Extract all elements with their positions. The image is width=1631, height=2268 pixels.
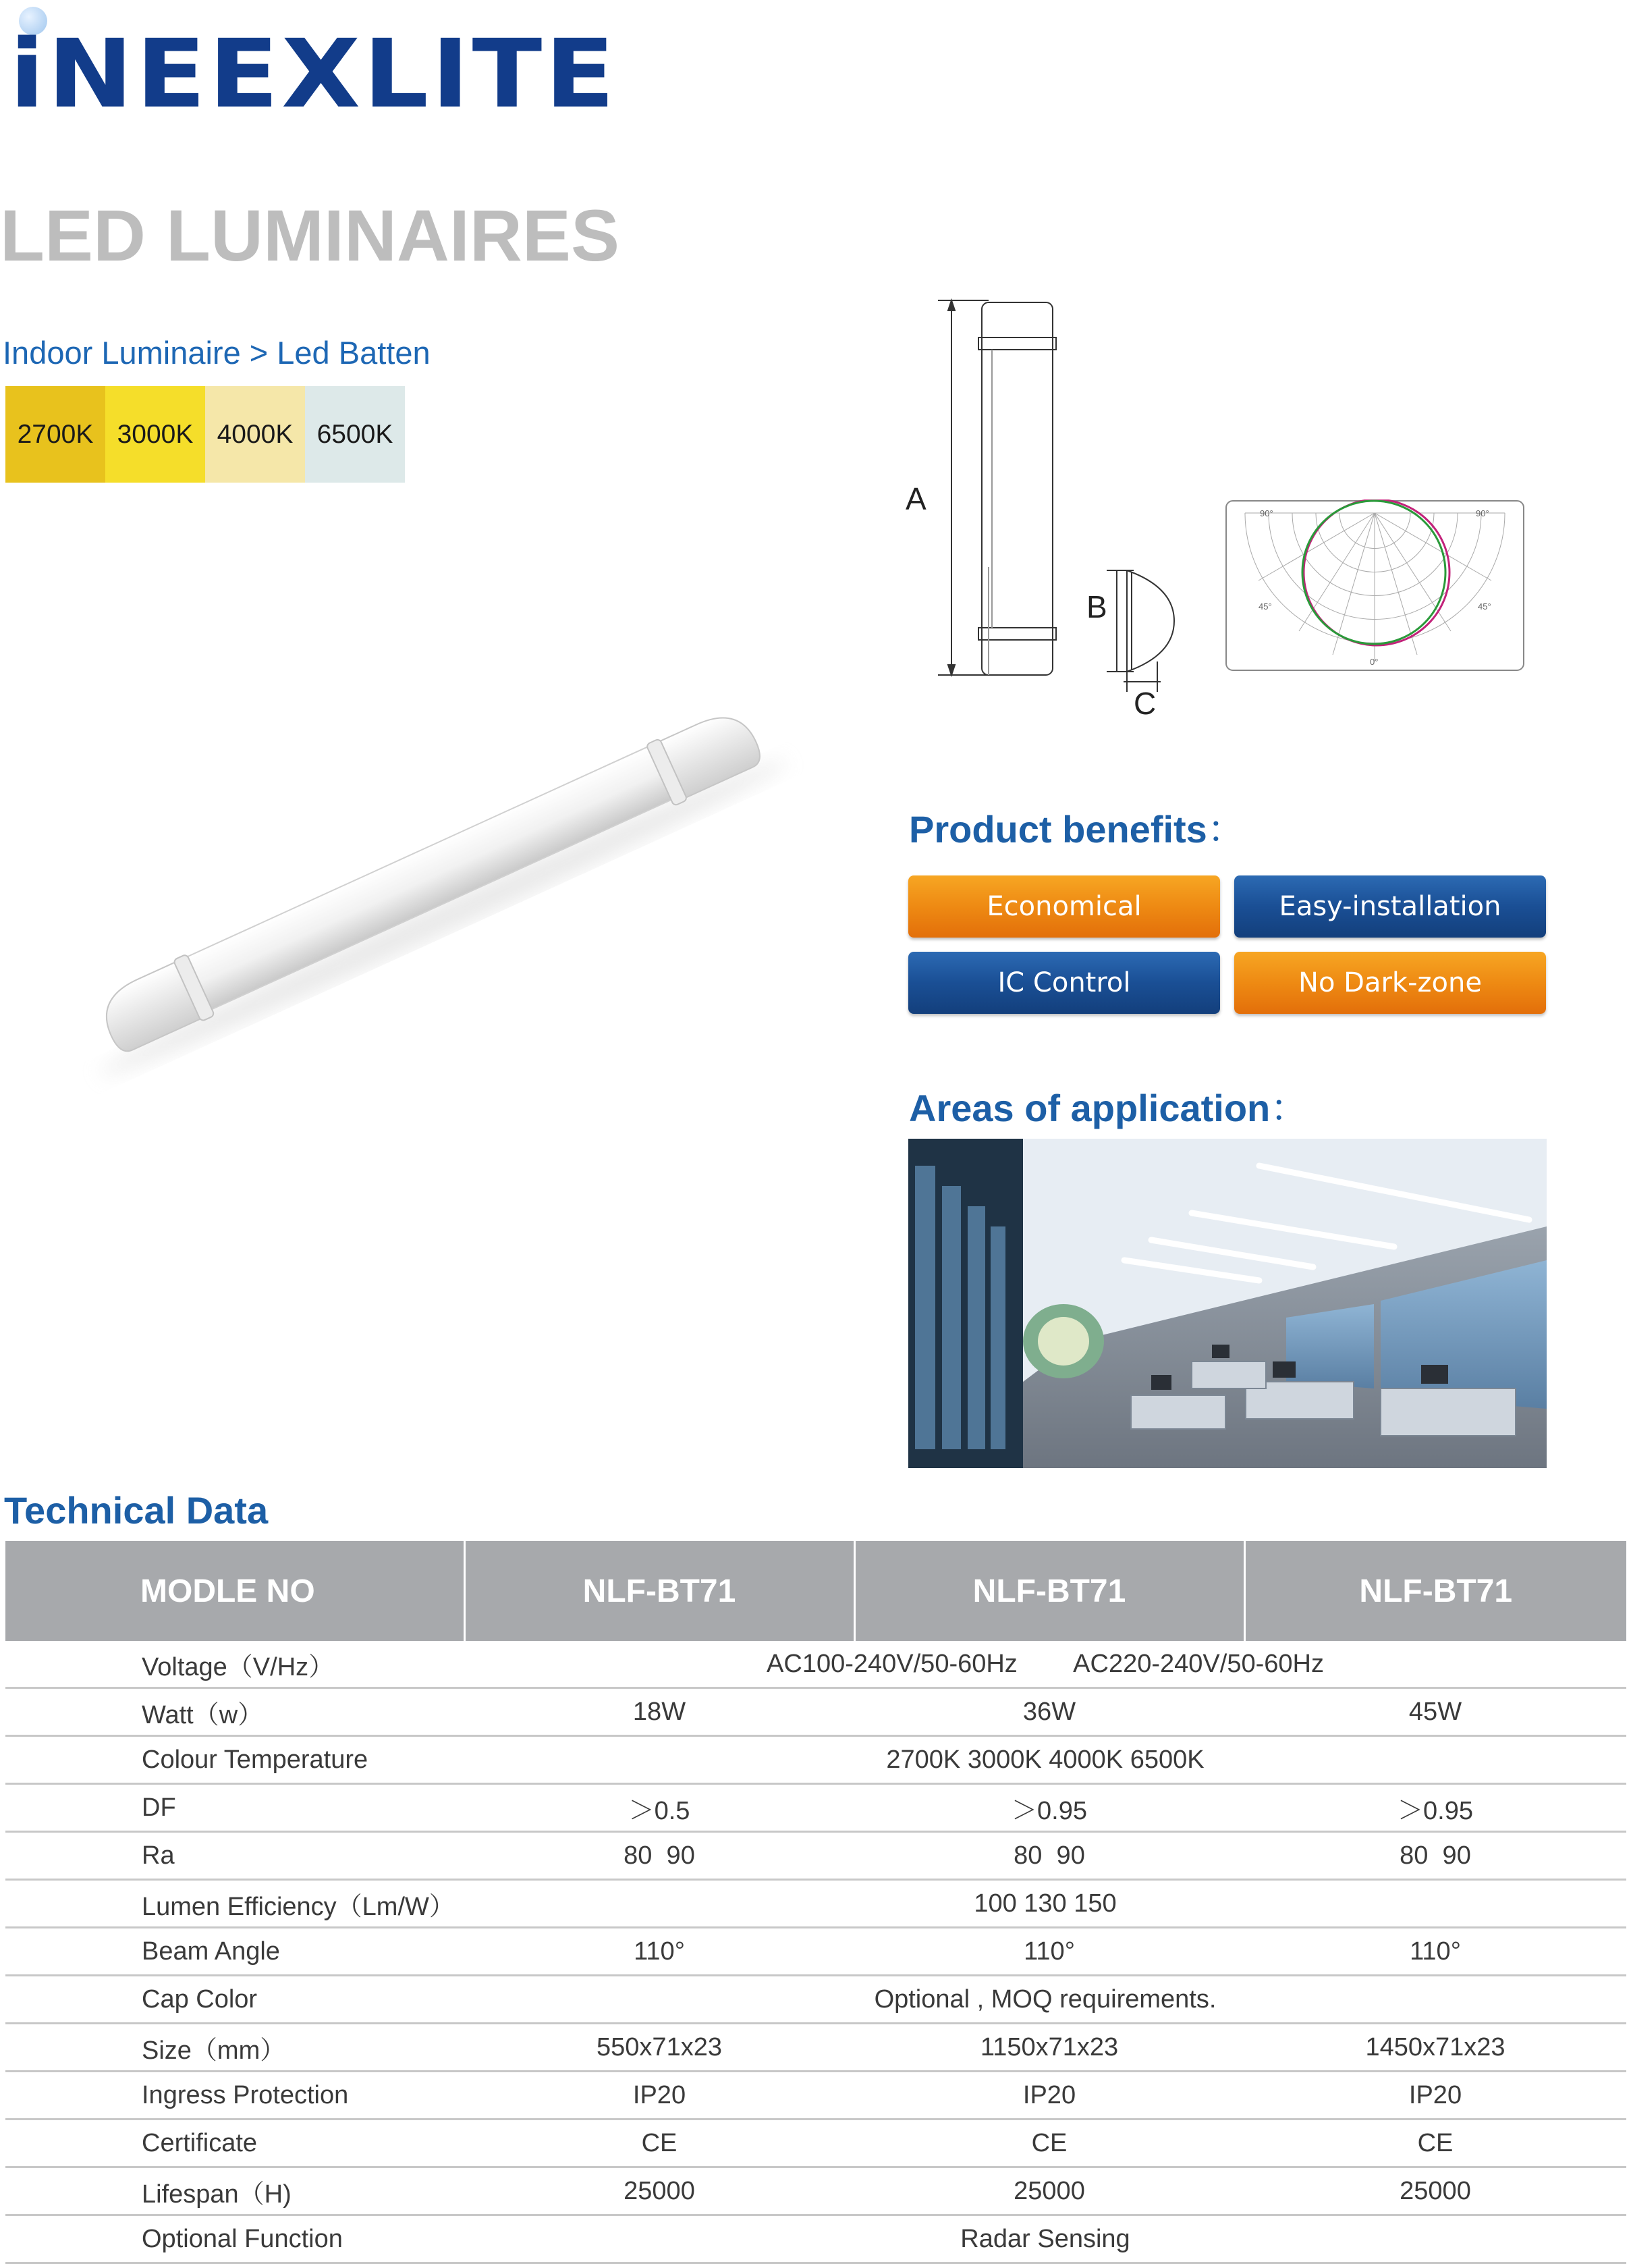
table-row	[5, 2072, 1626, 2120]
applications-heading-text: Areas of application	[909, 1087, 1271, 1129]
applications-heading-colon: ：	[1270, 1087, 1308, 1129]
color-swatch-6500k: 6500K	[305, 386, 405, 483]
table-row	[5, 1688, 1626, 1736]
spec-value: ＞0.95	[1244, 1784, 1626, 1832]
spec-value: 110°	[854, 1928, 1244, 1976]
breadcrumb: Indoor Luminaire > Led Batten	[3, 335, 431, 371]
technical-data-table	[5, 1541, 1626, 2264]
header-model-1: NLF-BT71	[464, 1541, 854, 1641]
spec-value: 25000	[464, 2167, 854, 2215]
table-row	[5, 1784, 1626, 1832]
color-swatch-4000k: 4000K	[205, 386, 305, 483]
applications-heading	[909, 1079, 1308, 1133]
benefit-ic-control: IC Control	[908, 952, 1220, 1014]
spec-value-merged: 100 130 150	[464, 1880, 1626, 1928]
spec-value: 1450x71x23	[1244, 2024, 1626, 2072]
spec-label: Size（mm）	[5, 2024, 464, 2072]
polar-label-mid-right: 45°	[1478, 601, 1491, 612]
color-swatch-2700k: 2700K	[5, 386, 105, 483]
spec-value-merged: 2700K 3000K 4000K 6500K	[464, 1736, 1626, 1784]
page-title: LED LUMINAIRES	[0, 194, 619, 276]
benefits-heading-text: Product benefits	[909, 808, 1207, 850]
spec-label: Lumen Efficiency（Lm/W）	[5, 1880, 464, 1928]
spec-value: 550x71x23	[464, 2024, 854, 2072]
dimension-label-b: B	[1086, 589, 1107, 624]
benefits-heading-colon: ：	[1207, 808, 1245, 850]
spec-label: Beam Angle	[5, 1928, 464, 1976]
spec-value: 25000	[1244, 2167, 1626, 2215]
dimension-drawing	[891, 284, 1201, 716]
table-row	[5, 1736, 1626, 1784]
color-swatch-3000k: 3000K	[105, 386, 205, 483]
spec-value: ＞0.95	[854, 1784, 1244, 1832]
dimension-label-c: C	[1134, 686, 1157, 716]
spec-label: DF	[5, 1784, 464, 1832]
light-distribution-diagram	[1225, 500, 1525, 672]
spec-label: Watt（w）	[5, 1688, 464, 1736]
spec-value: CE	[854, 2120, 1244, 2167]
table-row	[5, 1832, 1626, 1880]
spec-label: Lifespan（H)	[5, 2167, 464, 2215]
table-row	[5, 2215, 1626, 2263]
led-batten-product-image	[67, 709, 817, 1141]
spec-label: Ra	[5, 1832, 464, 1880]
benefit-easy-installation: Easy-installation	[1234, 875, 1546, 938]
table-row	[5, 1976, 1626, 2024]
spec-value-merged: Radar Sensing	[464, 2215, 1626, 2263]
spec-label: Ingress Protection	[5, 2072, 464, 2120]
spec-value-merged: Optional , MOQ requirements.	[464, 1976, 1626, 2024]
table-row	[5, 1641, 1626, 1688]
spec-value: 18W	[464, 1688, 854, 1736]
technical-data-heading: Technical Data	[4, 1489, 269, 1532]
benefits-heading	[909, 800, 1245, 854]
polar-label-mid-left: 45°	[1259, 601, 1272, 612]
spec-value: 80 90	[854, 1832, 1244, 1880]
spec-value: IP20	[1244, 2072, 1626, 2120]
spec-value: 110°	[1244, 1928, 1626, 1976]
spec-label: Cap Color	[5, 1976, 464, 2024]
table-row	[5, 1880, 1626, 1928]
spec-value: CE	[464, 2120, 854, 2167]
spec-label: Optional Function	[5, 2215, 464, 2263]
table-row	[5, 2167, 1626, 2215]
spec-value: 80 90	[464, 1832, 854, 1880]
spec-label: Colour Temperature	[5, 1736, 464, 1784]
spec-value: 80 90	[1244, 1832, 1626, 1880]
spec-value: IP20	[464, 2072, 854, 2120]
spec-value: 25000	[854, 2167, 1244, 2215]
header-model-3: NLF-BT71	[1244, 1541, 1626, 1641]
color-temperature-swatches	[5, 386, 405, 483]
table-row	[5, 2024, 1626, 2072]
polar-label-top-left: 90°	[1260, 508, 1273, 518]
spec-value: 45W	[1244, 1688, 1626, 1736]
spec-value: CE	[1244, 2120, 1626, 2167]
header-model-no: MODLE NO	[5, 1541, 464, 1641]
spec-label: Certificate	[5, 2120, 464, 2167]
logo-text: iNEEXLITE	[9, 19, 618, 129]
spec-label: Voltage（V/Hz）	[5, 1641, 464, 1688]
polar-label-top-right: 90°	[1476, 508, 1489, 518]
spec-value: IP20	[854, 2072, 1244, 2120]
header-model-2: NLF-BT71	[854, 1541, 1244, 1641]
spec-value: 110°	[464, 1928, 854, 1976]
polar-label-bottom: 0°	[1370, 657, 1379, 667]
table-row	[5, 1928, 1626, 1976]
table-row	[5, 2120, 1626, 2167]
spec-value: 1150x71x23	[854, 2024, 1244, 2072]
dimension-label-a: A	[906, 481, 927, 516]
spec-value-merged: AC100-240V/50-60Hz AC220-240V/50-60Hz	[464, 1641, 1626, 1688]
table-header-row	[5, 1541, 1626, 1641]
benefit-economical: Economical	[908, 875, 1220, 938]
spec-value: ＞0.5	[464, 1784, 854, 1832]
spec-value: 36W	[854, 1688, 1244, 1736]
office-application-photo	[908, 1139, 1547, 1468]
benefit-no-dark-zone: No Dark-zone	[1234, 952, 1546, 1014]
